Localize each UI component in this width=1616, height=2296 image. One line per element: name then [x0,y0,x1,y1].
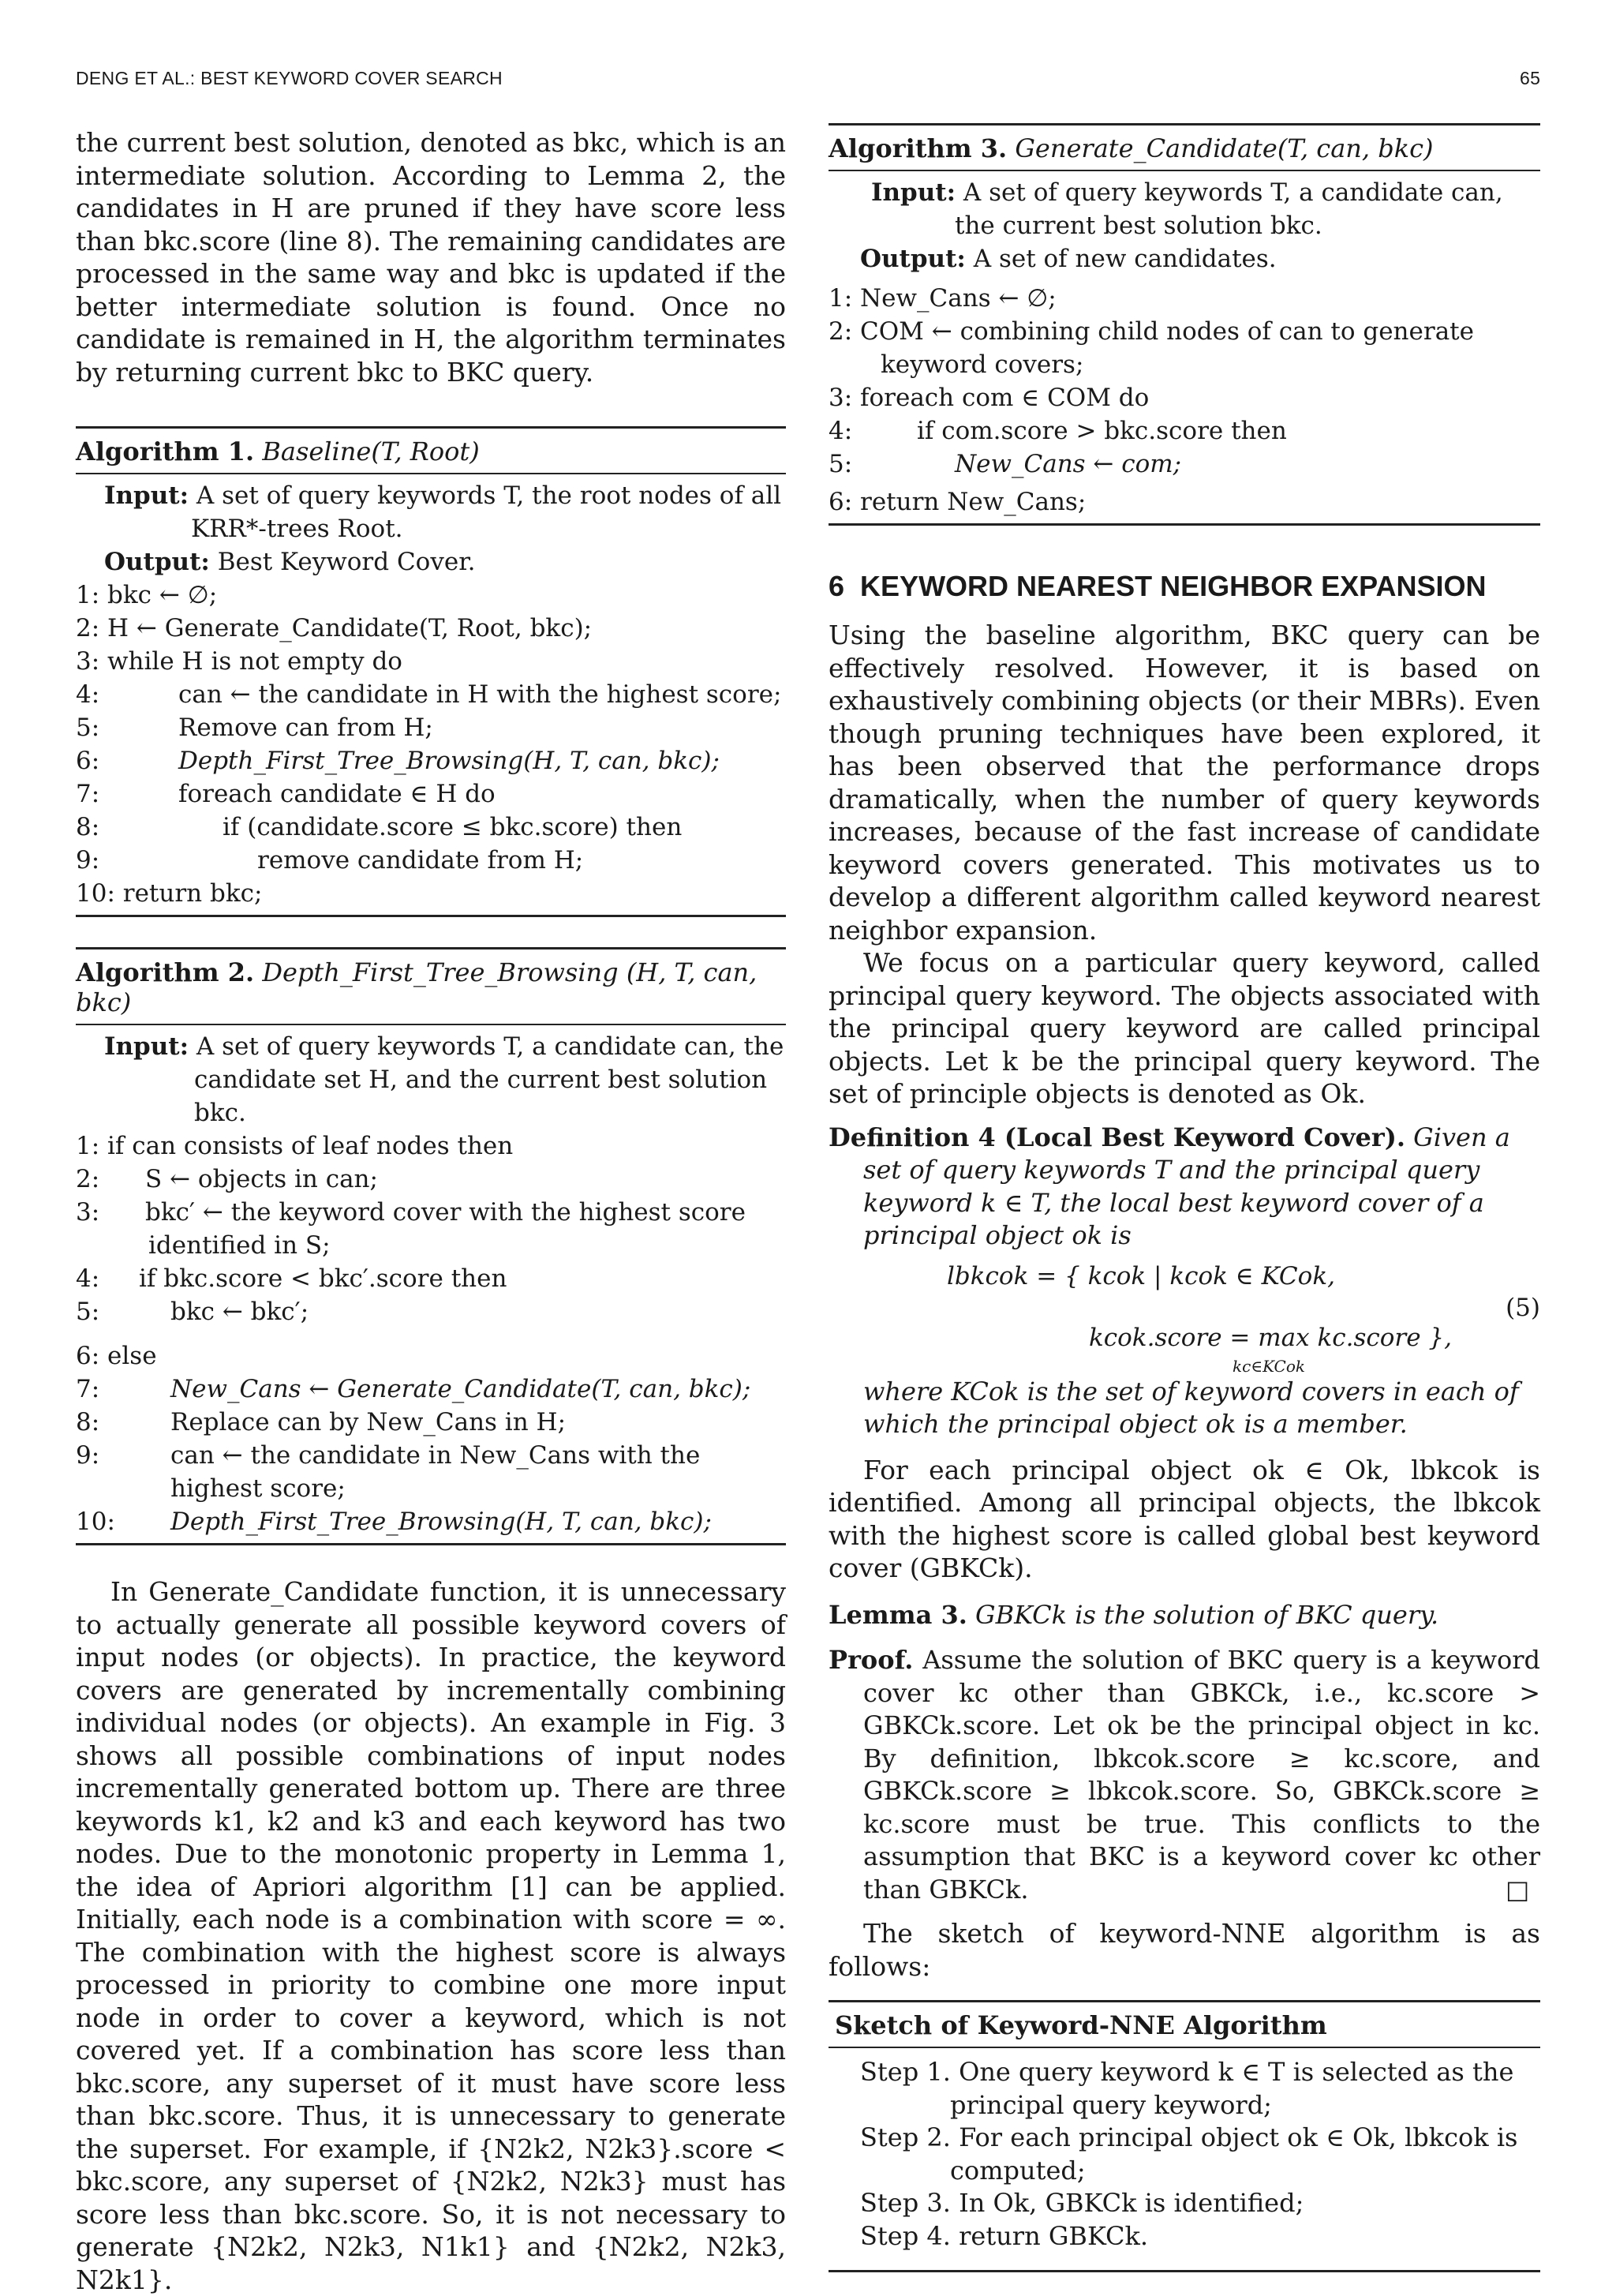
input-text-cont: the current best solution bkc. [955,212,1322,240]
algo-line: 1: New_Cans ← ∅; [829,284,1057,313]
algo-line: if (candidate.score ≤ bkc.score) then [223,813,683,841]
left-column [76,126,786,2296]
input-text: A set of query keywords T, a candidate can, [963,178,1503,207]
algorithm-label: Algorithm 2. [76,957,255,987]
definition-label: Definition 4 (Local Best Keyword Cover). [829,1122,1405,1152]
line-number: 4: [829,417,853,445]
algo-line: 1: bkc ← ∅; [76,581,218,609]
algo-line: identified in S; [148,1231,331,1260]
line-number: 5: [76,714,100,742]
input-text: A set of query keywords T, the root nodes of all [196,481,782,510]
algo-line: bkc′ ← the keyword cover with the highest score [145,1198,746,1227]
body-paragraph-2: In Generate_Candidate function, it is unnecessary to actually generate all possible keyword covers of input nodes (or objects). In practice, the keyword covers are generated by incrementally combining individual nodes (or objects). An example in Fig. 3 shows all possible combinations of input nodes incrementally generated bottom up. There are three keywords k1, k2 and k3 and each keyword has two nodes. Due to the monotonic property in Lemma 1, the idea of Apriori algorithm [1] can be applied. Initially, each node is a combination with score = ∞. The combination with the highest score is always processed in priority to combine one more input node in order to cover a keyword, which is not covered yet. If a combination has score less than bkc.score, any superset of it must have score less than bkc.score. Thus, it is unnecessary to generate the superset. For example, if {N2k2, N2k3}.score < bkc.score, any superset of {N2k2, N2k3} must has score less than bkc.score. So, it is not necessary to generate {N2k2, N2k3, N1k1} and {N2k2, N2k3, N2k1}. [76,1576,786,2295]
algorithm-1-title [76,429,786,474]
line-number: 7: [76,1375,100,1403]
output-text: A set of new candidates. [973,245,1277,273]
algo-line: remove candidate from H; [257,846,584,875]
input-text-cont: candidate set H, and the current best solution bkc. [194,1066,768,1127]
algo-line: New_Cans ← com; [955,450,1182,478]
section-paragraph-2: We focus on a particular query keyword, called principal query keyword. The objects associated with the principal query keyword are called principal objects. Let k be the principal query keyword. The set of principle objects is denoted as Ok. [829,947,1540,1109]
algo-line: if bkc.score < bkc′.score then [139,1264,507,1293]
input-label: Input: [104,481,189,510]
sketch-step: Step 2. For each principal object ok ∈ Ok, lbkcok is [860,2122,1518,2152]
algorithm-3-body [829,171,1540,523]
proof-text: Assume the solution of BKC query is a keyword cover kc other than GBKCk, i.e., kc.score > GBKCk.score. Let ok be the principal object in kc. By definition, lbkcok.score ≥ kc.score, and GBKCk.score ≥ lbkcok.score. So, GBKCk.score ≥ kc.score must be true. This conflicts to the assumption that BKC is a keyword cover kc other than GBKCk. [863,1645,1540,1905]
definition-where: where KCok is the set of keyword covers in each of which the principal object ok is a member. [863,1376,1519,1439]
equation-number: (5) [1506,1293,1540,1322]
algorithm-1-body [76,474,786,915]
output-label: Output: [104,548,210,576]
equation-5 [829,1253,1540,1376]
sketch-step: Step 3. In Ok, GBKCk is identified; [860,2188,1304,2218]
algo-line: 6: return New_Cans; [829,488,1087,516]
line-number: 7: [76,780,100,808]
sketch-body [829,2048,1540,2270]
sketch-step-cont: principal query keyword; [950,2089,1272,2120]
algorithm-3-box [829,123,1540,526]
sketch-title: Sketch of Keyword-NNE Algorithm [829,2002,1540,2048]
algorithm-label: Algorithm 3. [829,133,1008,163]
algorithm-name: Depth_First_Tree_Browsing (H, T, can, bkc) [76,957,758,1017]
algo-line: 10: return bkc; [76,879,263,908]
algo-line: Depth_First_Tree_Browsing(H, T, can, bkc); [178,747,720,775]
algo-line: foreach candidate ∈ H do [178,780,496,808]
running-header: DENG ET AL.: BEST KEYWORD COVER SEARCH [76,68,503,88]
algorithm-name: Generate_Candidate(T, can, bkc) [1015,133,1434,163]
definition-text: Given a set of query keywords T and the principal query keyword k ∈ T, the local best keyword cover of a principal object ok is [863,1122,1510,1250]
intro-paragraph: the current best solution, denoted as bkc, which is an intermediate solution. According to Lemma 2, the candidates in H are pruned if they have score less than bkc.score (line 8). The remaining candidates are processed in the same way and bkc is updated if the better intermediate solution is found. Once no candidate is remained in H, the algorithm terminates by returning current bkc to BKC query. [76,127,786,388]
algorithm-2-body [76,1025,786,1543]
algo-line: 3: foreach com ∈ COM do [829,384,1150,412]
lemma-label: Lemma 3. [829,1599,967,1630]
lemma-text: GBKCk is the solution of BKC query. [975,1599,1439,1630]
algorithm-2-title [76,949,786,1025]
section-paragraph-3: For each principal object ok ∈ Ok, lbkcok is identified. Among all principal objects, the lbkcok with the highest score is called global best keyword cover (GBKCk). [829,1454,1540,1583]
proof-label: Proof. [829,1645,914,1675]
algo-line: if com.score > bkc.score then [917,417,1287,445]
algo-line: 3: while H is not empty do [76,647,402,676]
algo-line: S ← objects in can; [145,1165,378,1193]
line-number: 2: [76,1165,100,1193]
algo-line: can ← the candidate in New_Cans with the [170,1441,701,1470]
right-column [829,117,1540,2272]
sketch-step: Step 1. One query keyword k ∈ T is selected as the [860,2057,1514,2087]
algorithm-name: Baseline(T, Root) [262,436,480,466]
line-number: 8: [76,1408,100,1436]
algo-line: highest score; [170,1474,346,1503]
line-number: 4: [76,680,100,709]
algo-line: Depth_First_Tree_Browsing(H, T, can, bkc); [170,1508,712,1536]
lemma-3 [829,1599,1540,1632]
algo-line: can ← the candidate in H with the highest score; [178,680,782,709]
sketch-intro: The sketch of keyword-NNE algorithm is as follows: [829,1918,1540,1982]
input-label: Input: [104,1032,189,1061]
output-text: Best Keyword Cover. [217,548,476,576]
algo-line: bkc ← bkc′; [170,1298,309,1326]
sketch-step-cont: computed; [950,2155,1086,2186]
input-text: A set of query keywords T, a candidate can, the [196,1032,784,1061]
line-number: 8: [76,813,100,841]
line-number: 5: [829,450,853,478]
line-number: 5: [76,1298,100,1326]
algo-line: 6: else [76,1342,157,1370]
definition-4 [829,1122,1540,1441]
line-number: 9: [76,846,100,875]
equation-line-1: lbkcok = { kcok | kcok ∈ KCok, [947,1261,1335,1290]
sketch-box [829,2000,1540,2272]
line-number: 10: [76,1508,115,1536]
input-label: Input: [871,178,956,207]
line-number: 6: [76,747,100,775]
input-text-cont: KRR*-trees Root. [191,515,403,543]
section-number: 6 [829,570,845,602]
algo-line: keyword covers; [881,350,1084,379]
algo-line: Replace can by New_Cans in H; [170,1408,567,1436]
algorithm-3-title [829,125,1540,171]
page-number: 65 [1520,68,1541,88]
section-title: KEYWORD NEAREST NEIGHBOR EXPANSION [860,570,1487,602]
line-number: 3: [76,1198,100,1227]
algo-line: 1: if can consists of leaf nodes then [76,1132,514,1160]
section-paragraph-1: Using the baseline algorithm, BKC query can be effectively resolved. However, it is based on exhaustively combining objects (or their MBRs). Even though pruning techniques have been explored, it has been observed that the performance drops dramatically, when the number of query keywords increases, because of the fast increase of candidate keyword covers generated. This motivates us to develop a different algorithm called keyword nearest neighbor expansion. [829,620,1540,946]
line-number: 9: [76,1441,100,1470]
equation-subscript: kc∈KCok [1233,1356,1305,1376]
algorithm-1-box [76,426,786,917]
algorithm-label: Algorithm 1. [76,436,255,466]
equation-line-2: kcok.score = max kc.score }, [1089,1323,1452,1352]
algorithm-2-box [76,947,786,1545]
section-heading [829,570,1540,603]
algo-line: 2: H ← Generate_Candidate(T, Root, bkc); [76,614,593,642]
algo-line: Remove can from H; [178,714,433,742]
output-label: Output: [860,245,966,273]
algo-line: 2: COM ← combining child nodes of can to generate [829,317,1474,346]
line-number: 4: [76,1264,100,1293]
sketch-step: Step 4. return GBKCk. [860,2220,1149,2251]
proof: Proof. Assume the solution of BKC query is a keyword cover kc other than GBKCk, i.e., kc.score > GBKCk.score. Let ok be the principal object in kc. By definition, lbkcok.score ≥ kc.score, and GBKCk.score ≥ lbkcok.score. So, GBKCk.score ≥ kc.score must be true. This conflicts to the assumption that BKC is a keyword cover kc other than GBKCk. □ [829,1645,1540,1905]
algo-line: New_Cans ← Generate_Candidate(T, can, bkc); [170,1375,751,1403]
